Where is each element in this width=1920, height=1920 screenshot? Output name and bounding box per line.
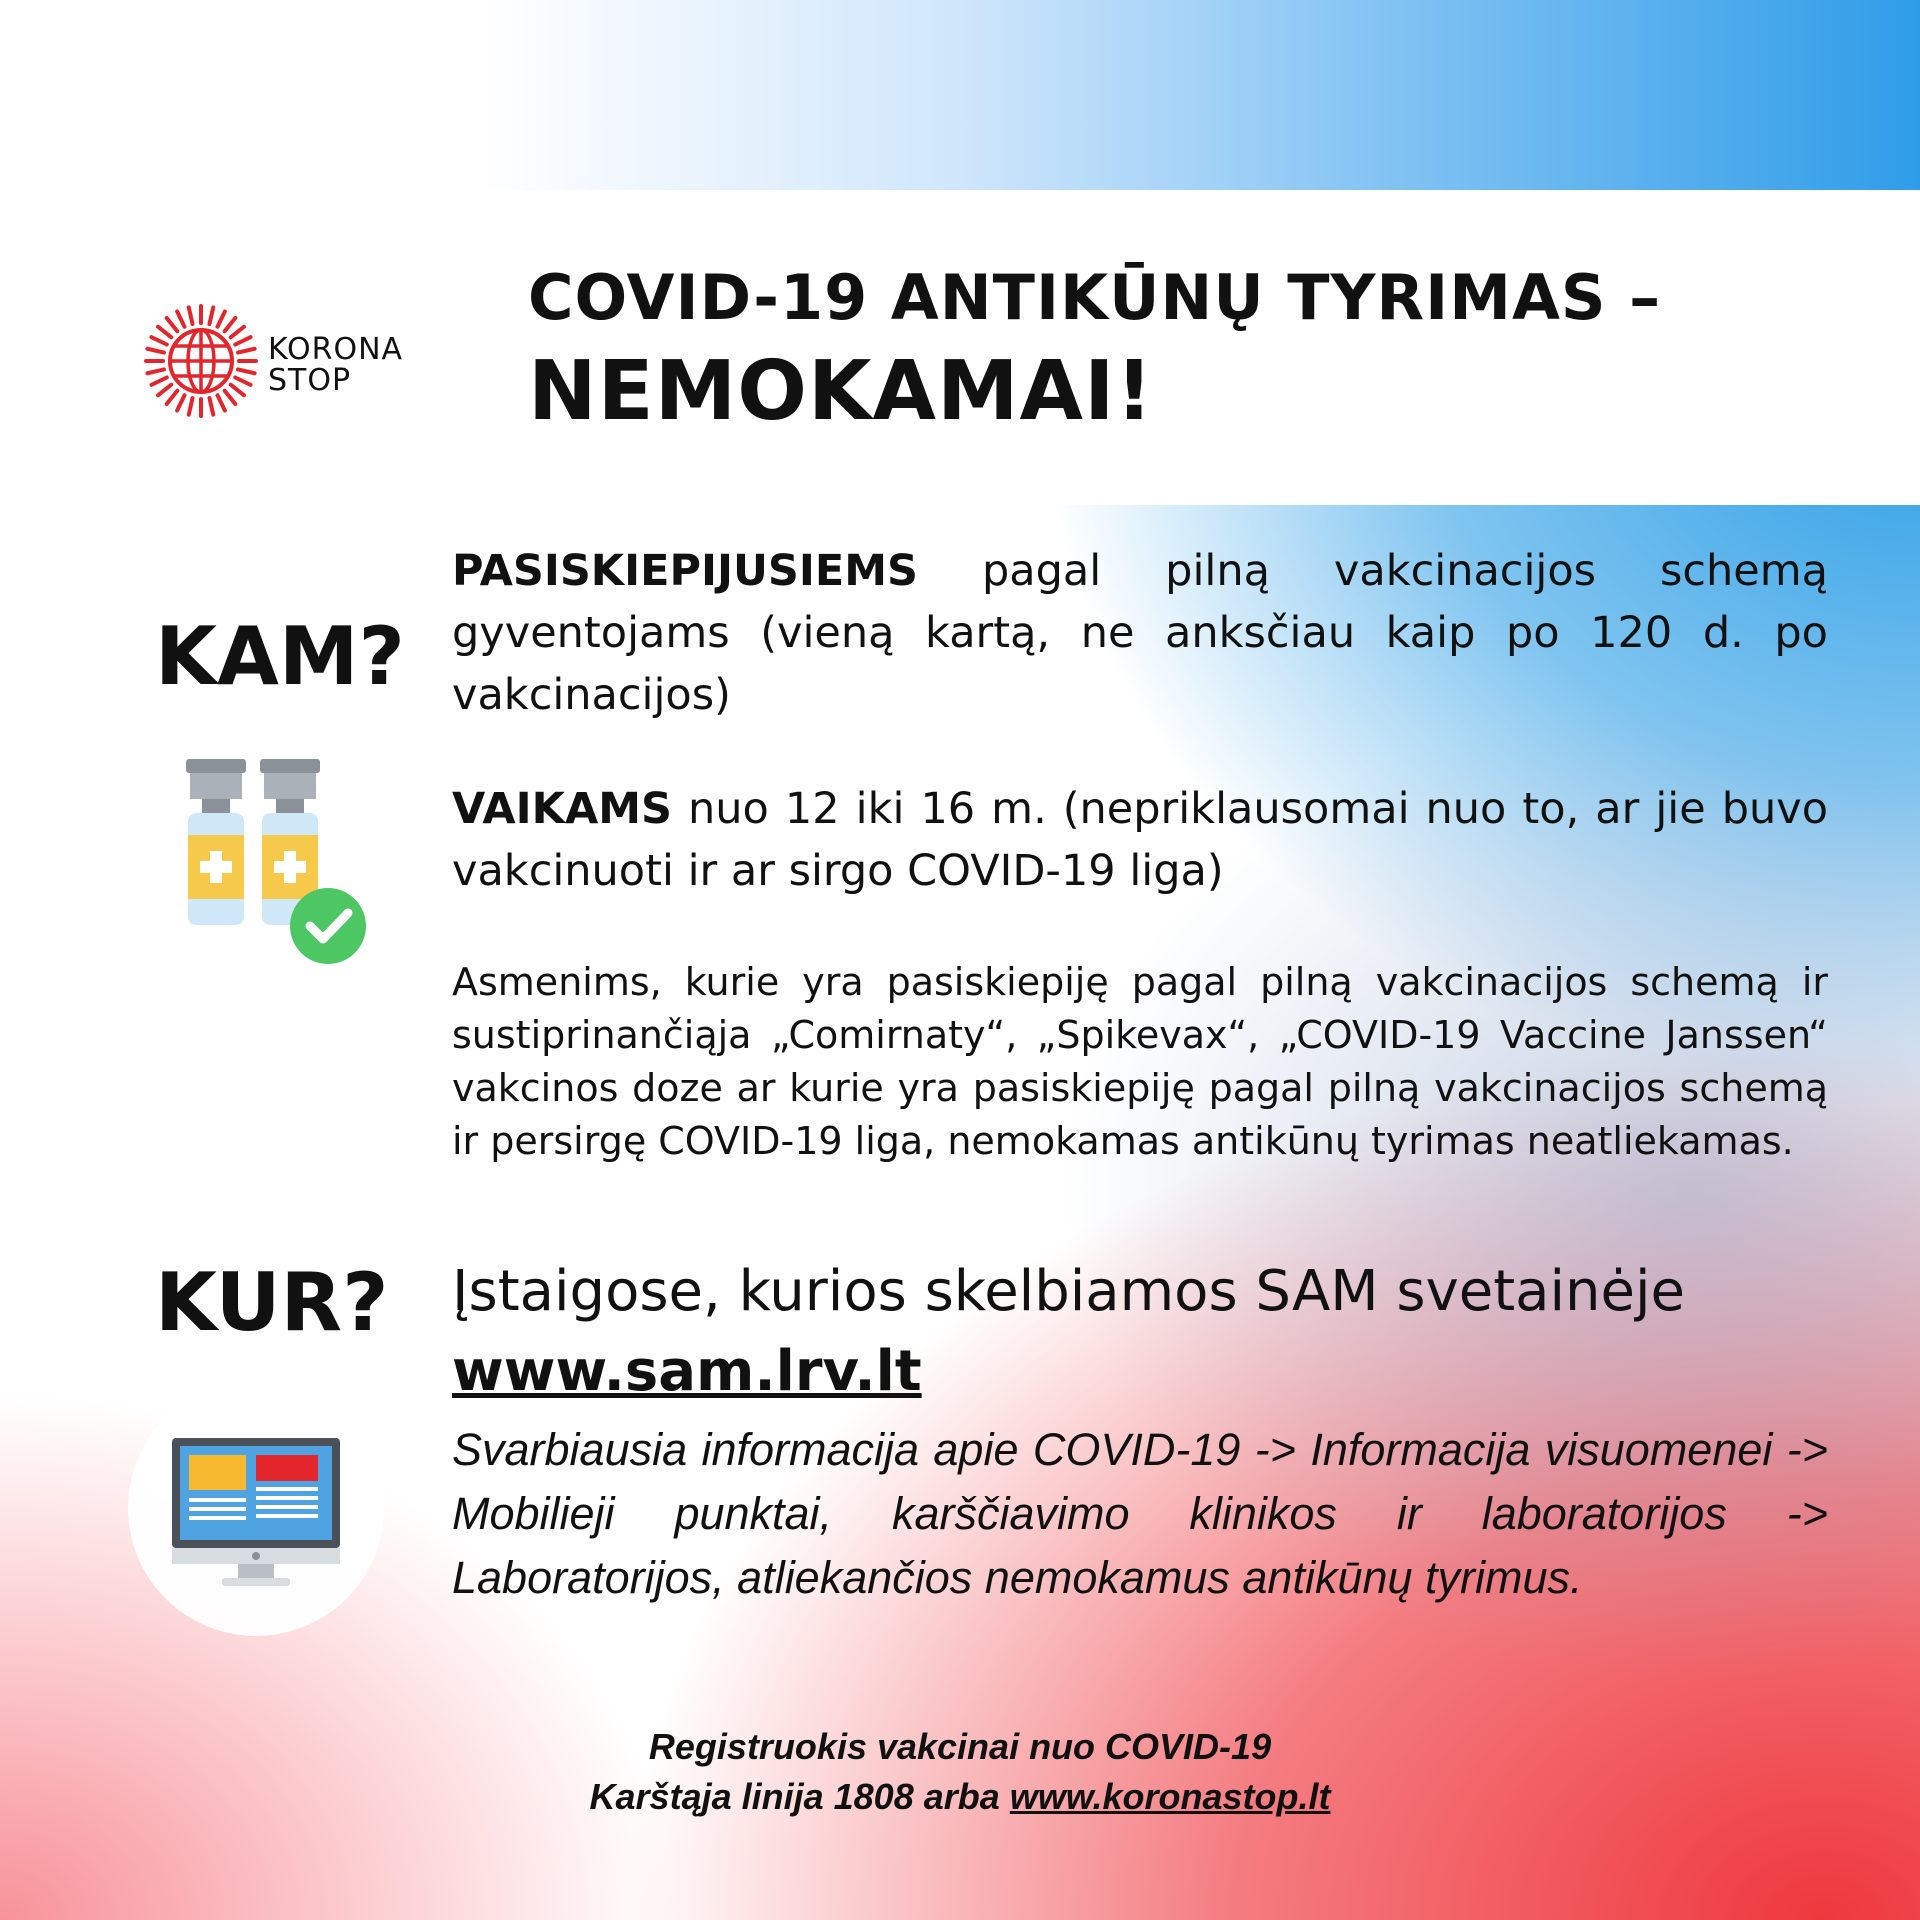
logo-sun-ray xyxy=(231,385,244,396)
logo-sun-ray xyxy=(235,337,250,344)
logo-sun-ray xyxy=(147,369,164,373)
kur-navigation-path: Svarbiausia informacija apie COVID-19 -> Informacija visuomenei -> Mobilieji punktai, karščiavimo klinikos ir laboratorijos -> Laboratorijos, atliekančios nemokamus antikūnų tyrimus. xyxy=(452,1424,1828,1603)
footer xyxy=(0,1722,1920,1822)
logo-sun-ray xyxy=(209,398,213,415)
kam-paragraph-vaccinated xyxy=(452,540,1828,726)
kam-paragraph-exception: Asmenims, kurie yra pasiskiepiję pagal pilną vakcinacijos schemą ir sustiprinančiąja „Comirnaty“, „Spikevax“, „COVID-19 Vaccine Janssen“ vakcinos doze ar kurie yra pasiskiepiję pagal pilną vakcinacijos schemą ir persirgę COVID-19 liga, nemokamas antikūnų tyrimas neatliekamas. xyxy=(452,960,1828,1163)
footer-hotline xyxy=(0,1772,1920,1822)
logo-sun-ray xyxy=(151,337,166,344)
vaccine-vials-check-icon xyxy=(124,705,384,965)
kur-institutions-text: Įstaigose, kurios skelbiamos SAM svetainėje xyxy=(452,1259,1685,1324)
logo-sun-ray xyxy=(167,318,178,331)
website-icon-circle xyxy=(128,1380,384,1636)
logo-sun-ray xyxy=(158,327,171,338)
logo-sun-ray xyxy=(158,385,171,396)
logo-sun-ray xyxy=(147,349,164,353)
kur-where-text xyxy=(452,1252,1828,1412)
logo-sun-ray xyxy=(151,377,166,384)
logo-sun-ray xyxy=(238,349,255,353)
logo-sun-ray xyxy=(217,311,224,326)
kam-label: KAM? xyxy=(155,610,405,703)
kam-paragraph-vaccinated-bold: PASISKIEPIJUSIEMS xyxy=(452,546,919,596)
logo-sun-ray xyxy=(189,398,193,415)
logo-sun-ray xyxy=(235,377,250,384)
footer-hotline-text: Karštąja linija 1808 arba xyxy=(589,1776,1010,1817)
computer-monitor-icon xyxy=(128,1380,384,1636)
kur-label: KUR? xyxy=(155,1256,389,1349)
logo-sun-ray xyxy=(225,391,236,404)
logo-sun-ray xyxy=(177,311,184,326)
kam-paragraph-children-bold: VAIKAMS xyxy=(452,784,672,834)
logo-sun-ray xyxy=(217,395,224,410)
kam-paragraph-children-text: nuo 12 iki 16 m. (nepriklausomai nuo to, ar jie buvo vakcinuoti ir ar sirgo COVID-19 liga) xyxy=(452,784,1828,896)
logo-sun-ray xyxy=(177,395,184,410)
koronastop-website-link[interactable]: www.koronastop.lt xyxy=(1009,1776,1331,1817)
logo-sun-ray xyxy=(238,369,255,373)
logo-line-1: KORONA xyxy=(268,332,404,367)
top-gradient-band xyxy=(0,0,1920,190)
logo-sun-ray xyxy=(189,307,193,324)
footer-register-text: Registruokis vakcinai nuo COVID-19 xyxy=(648,1726,1272,1767)
title-line-1: COVID-19 ANTIKŪNŲ TYRIMAS – xyxy=(528,261,1662,334)
logo-wordmark xyxy=(268,334,403,396)
vaccine-icon-circle xyxy=(124,705,384,965)
kam-paragraph-vaccinated-text: pagal pilną vakcinacijos schemą gyventojams (vieną kartą, ne anksčiau kaip po 120 d. po vakcinacijos) xyxy=(452,546,1828,720)
logo-sun-ray xyxy=(167,391,178,404)
logo-line-2: STOP xyxy=(268,363,352,398)
logo-sun-ray xyxy=(225,318,236,331)
koronastop-logo xyxy=(142,302,432,420)
sam-website-link[interactable]: www.sam.lrv.lt xyxy=(452,1339,922,1404)
logo-sun-ray xyxy=(231,327,244,338)
title-line-2: NEMOKAMAI! xyxy=(528,344,1154,439)
sun-globe-icon xyxy=(142,302,260,420)
page-title xyxy=(528,258,1848,442)
kam-paragraph-children xyxy=(452,778,1828,902)
logo-sun-ray xyxy=(209,307,213,324)
